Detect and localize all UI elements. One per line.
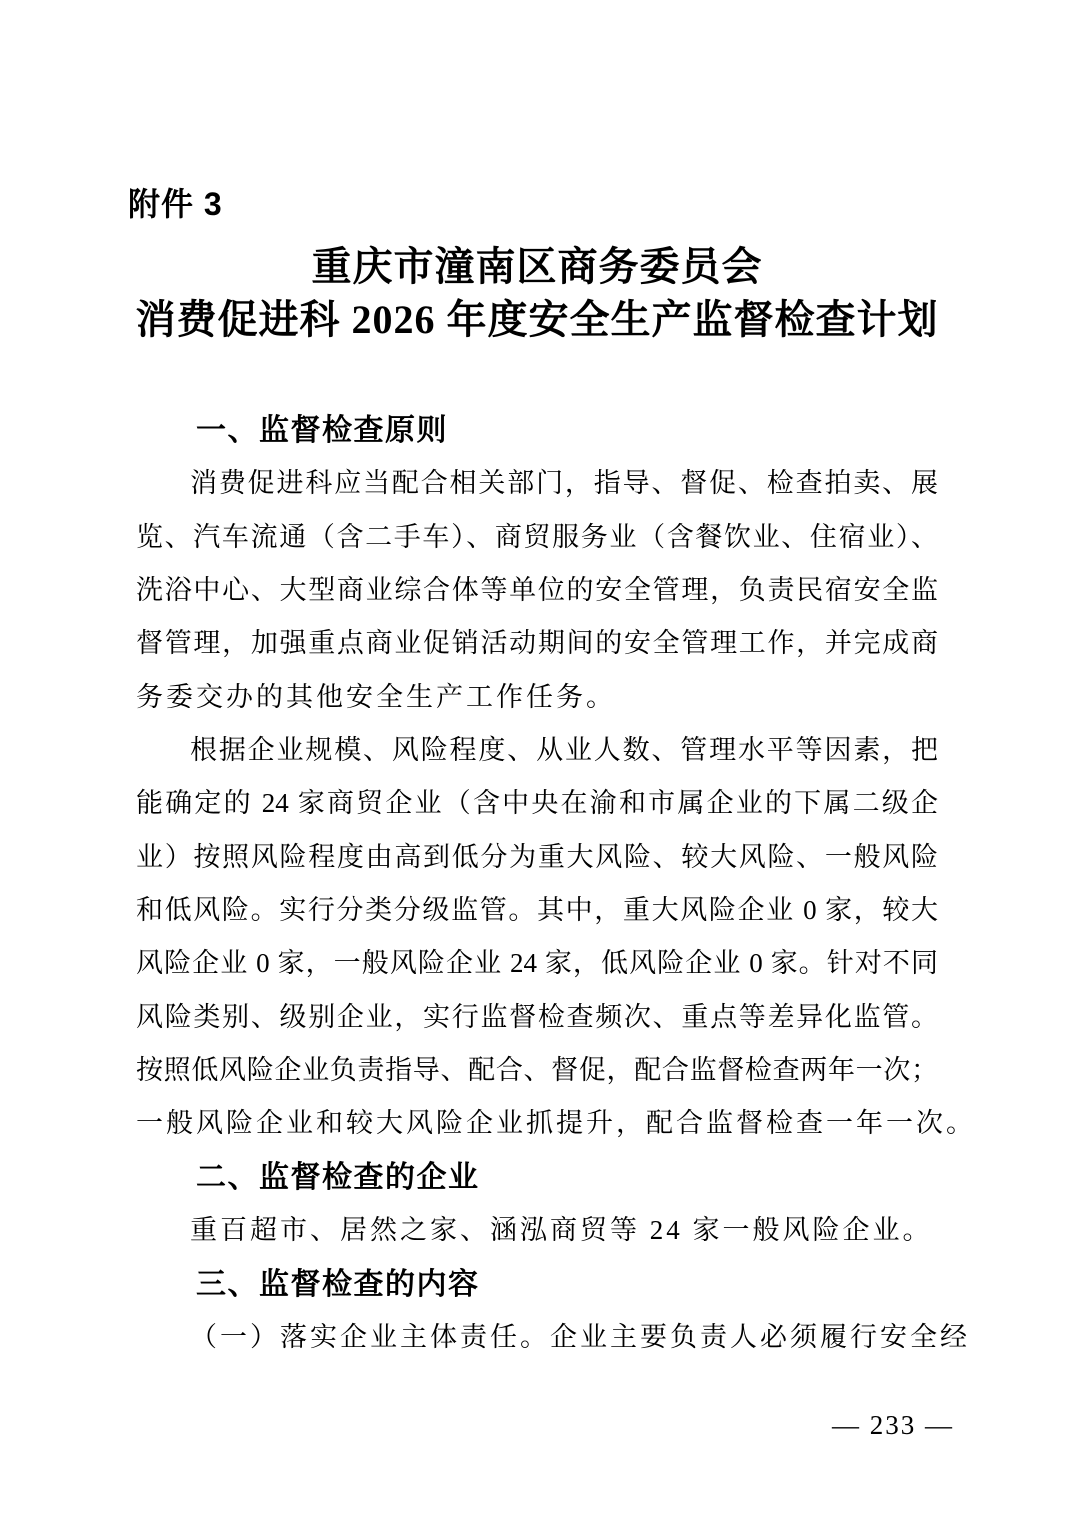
paragraph-line [136,457,938,510]
paragraph-text-run: 能确定的 24 家商贸企业（含中央在渝和市属企业的下属二级企 [136,788,938,819]
paragraph-text-run: 督管理，加强重点商业促销活动期间的安全管理工作，并完成商 [136,628,938,659]
paragraph-line [136,724,938,777]
paragraph-text-run: 览、汽车流通（含二手车）、商贸服务业（含餐饮业、住宿业）、 [136,521,938,552]
paragraph-line [136,1097,976,1150]
paragraph-text-run: 一般风险企业和较大风险企业抓提升，配合监督检查一年一次。 [136,1108,976,1139]
paragraph-line [136,671,938,724]
paragraph-line [136,991,938,1044]
document-body [136,404,976,1364]
section-heading: 二、监督检查的企业 [196,1160,480,1194]
paragraph-text-run: 风险企业 0 家，一般风险企业 24 家，低风险企业 0 家。针对不同 [136,948,938,979]
paragraph-line [136,564,938,617]
paragraph-line [136,777,938,830]
paragraph-text-run: 业）按照风险程度由高到低分为重大风险、较大风险、一般风险 [136,841,938,872]
paragraph-line [136,617,938,670]
paragraph-text-run: 按照低风险企业负责指导、配合、督促，配合监督检查两年一次； [136,1055,938,1086]
paragraph-text-run: 和低风险。实行分类分级监管。其中，重大风险企业 0 家，较大 [136,895,938,926]
paragraph-line [136,937,938,990]
document-title-line-1: 重庆市潼南区商务委员会 [311,244,763,289]
section-heading: 三、监督检查的内容 [196,1267,480,1301]
paragraph-text-run: 企业主要负责人必须履行安全经 [550,1321,970,1352]
paragraph-line [136,1204,938,1257]
paragraph-line [136,1311,970,1364]
section-heading: 一、监督检查原则 [196,414,448,447]
paragraph-text-run: 风险类别、级别企业，实行监督检查频次、重点等差异化监管。 [136,1001,938,1032]
paragraph-text-run: 根据企业规模、风险程度、从业人数、管理水平等因素，把 [190,735,938,766]
paragraph-text-run: 消费促进科应当配合相关部门，指导、督促、检查拍卖、展 [190,468,938,499]
paragraph-line [136,511,938,564]
attachment-label: 附件 3 [128,186,223,222]
paragraph-text-run: 务委交办的其他安全生产工作任务。 [136,681,616,712]
paragraph-text-run: 重百超市、居然之家、涵泓商贸等 24 家一般风险企业。 [190,1215,933,1246]
document-title-line-2: 消费促进科 2026 年度安全生产监督检查计划 [135,297,939,342]
paragraph-text-run: 洗浴中心、大型商业综合体等单位的安全管理，负责民宿安全监 [136,575,938,606]
paragraph-line [136,1044,938,1097]
paragraph-line [136,831,938,884]
document-title [0,240,1074,346]
page-number: — 233 — [832,1410,954,1440]
paragraph-lead-kaiti: （一）落实企业主体责任。 [190,1321,550,1352]
paragraph-line [136,884,938,937]
